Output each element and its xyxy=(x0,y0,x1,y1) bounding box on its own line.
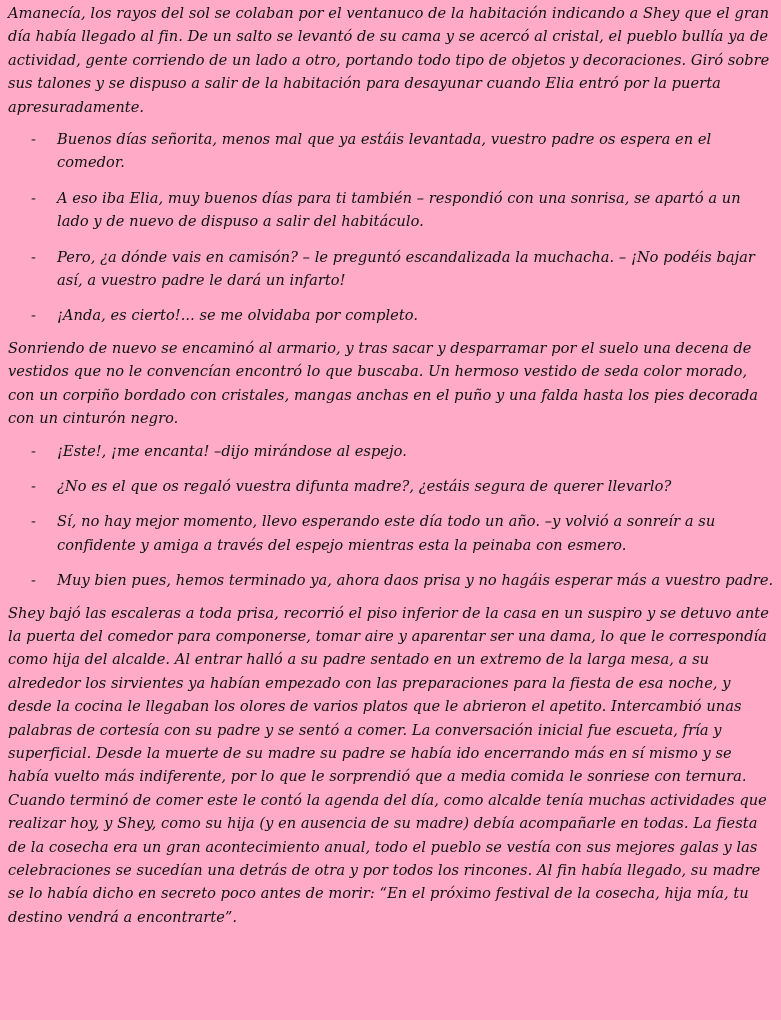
dialogue-line xyxy=(8,246,775,293)
dialogue-dash: - xyxy=(31,131,36,149)
dialogue-text: ¡Este!, ¡me encanta! –dijo mirándose al espejo. xyxy=(57,442,407,460)
dialogue-dash: - xyxy=(31,189,36,207)
paragraph-dining-room: Shey bajó las escaleras a toda prisa, recorrió el piso inferior de la casa en un suspiro y se detuvo ante la puerta del comedor para componerse, tomar aire y aparentar ser una dama, lo que le correspondía como hija del alcalde. Al entrar halló a su padre sentado en un extremo de la larga mesa, a su alrededor los sirvientes ya habían empezado con las preparaciones para la fiesta de esa noche, y desde la cocina le llegaban los olores de varios platos que le abrieron el apetito. Intercambió unas palabras de cortesía con su padre y se sentó a comer. La conversación inicial fue escueta, fría y superficial. Desde la muerte de su madre su padre se había ido encerrando más en sí mismo y se había vuelto más indiferente, por lo que le sorprendió que a media comida le sonriese con ternura. Cuando terminó de comer este le contó la agenda del día, como alcalde tenía muchas actividades que realizar hoy, y Shey, como su hija (y en ausencia de su madre) debía acompañarle en todas. La fiesta de la cosecha era un gran acontecimiento anual, todo el pueblo se vestía con sus mejores galas y las celebraciones se sucedían una detrás de otra y por todos los rincones. Al fin había llegado, su madre se lo había dicho en secreto poco antes de morir: “En el próximo festival de la cosecha, hija mía, tu destino vendrá a encontrarte”. xyxy=(8,604,769,926)
dialogue-line xyxy=(8,569,775,592)
dialogue-dash: - xyxy=(31,572,36,590)
dialogue-list-morning xyxy=(8,128,775,328)
dialogue-dash: - xyxy=(31,477,36,495)
dialogue-text: Pero, ¿a dónde vais en camisón? – le preguntó escandalizada la muchacha. – ¡No podéis bajar así, a vuestro padre le dará un infarto! xyxy=(57,248,755,290)
dialogue-text: A eso iba Elia, muy buenos días para ti también – respondió con una sonrisa, se apartó a un lado y de nuevo de dispuso a salir del habitáculo. xyxy=(57,189,741,231)
dialogue-dash: - xyxy=(31,513,36,531)
dialogue-dash: - xyxy=(31,307,36,325)
dialogue-text: ¿No es el que os regaló vuestra difunta madre?, ¿estáis segura de querer llevarlo? xyxy=(57,477,672,495)
dialogue-dash: - xyxy=(31,442,36,460)
dialogue-line xyxy=(8,475,775,498)
dialogue-text: Muy bien pues, hemos terminado ya, ahora daos prisa y no hagáis esperar más a vuestro padre. xyxy=(57,572,774,590)
dialogue-text: Sí, no hay mejor momento, llevo esperando este día todo un año. –y volvió a sonreír a su confidente y amiga a través del espejo mientras esta la peinaba con esmero. xyxy=(57,513,716,554)
dialogue-list-mirror xyxy=(8,440,775,593)
dialogue-dash: - xyxy=(31,248,36,266)
dialogue-line xyxy=(8,510,775,557)
dialogue-line xyxy=(8,440,775,463)
dialogue-line xyxy=(8,128,775,175)
dialogue-text: ¡Anda, es cierto!... se me olvidaba por completo. xyxy=(57,307,419,325)
paragraph-opening: Amanecía, los rayos del sol se colaban por el ventanuco de la habitación indicando a Shey que el gran día había llegado al fin. De un salto se levantó de su cama y se acercó al cristal, el pueblo bullía ya de actividad, gente corriendo de un lado a otro, portando todo tipo de objetos y decoraciones. Giró sobre sus talones y se dispuso a salir de la habitación para desayunar cuando Elia entró por la puerta apresuradamente. xyxy=(8,5,770,116)
dialogue-text: Buenos días señorita, menos mal que ya estáis levantada, vuestro padre os espera en el comedor. xyxy=(57,131,712,172)
dialogue-line xyxy=(8,304,775,327)
paragraph-wardrobe: Sonriendo de nuevo se encaminó al armario, y tras sacar y desparramar por el suelo una decena de vestidos que no le convencían encontró lo que buscaba. Un hermoso vestido de seda color morado, con un corpiño bordado con cristales, mangas anchas en el puño y una falda hasta los pies decorada con un cinturón negro. xyxy=(8,339,759,428)
dialogue-line xyxy=(8,187,775,234)
